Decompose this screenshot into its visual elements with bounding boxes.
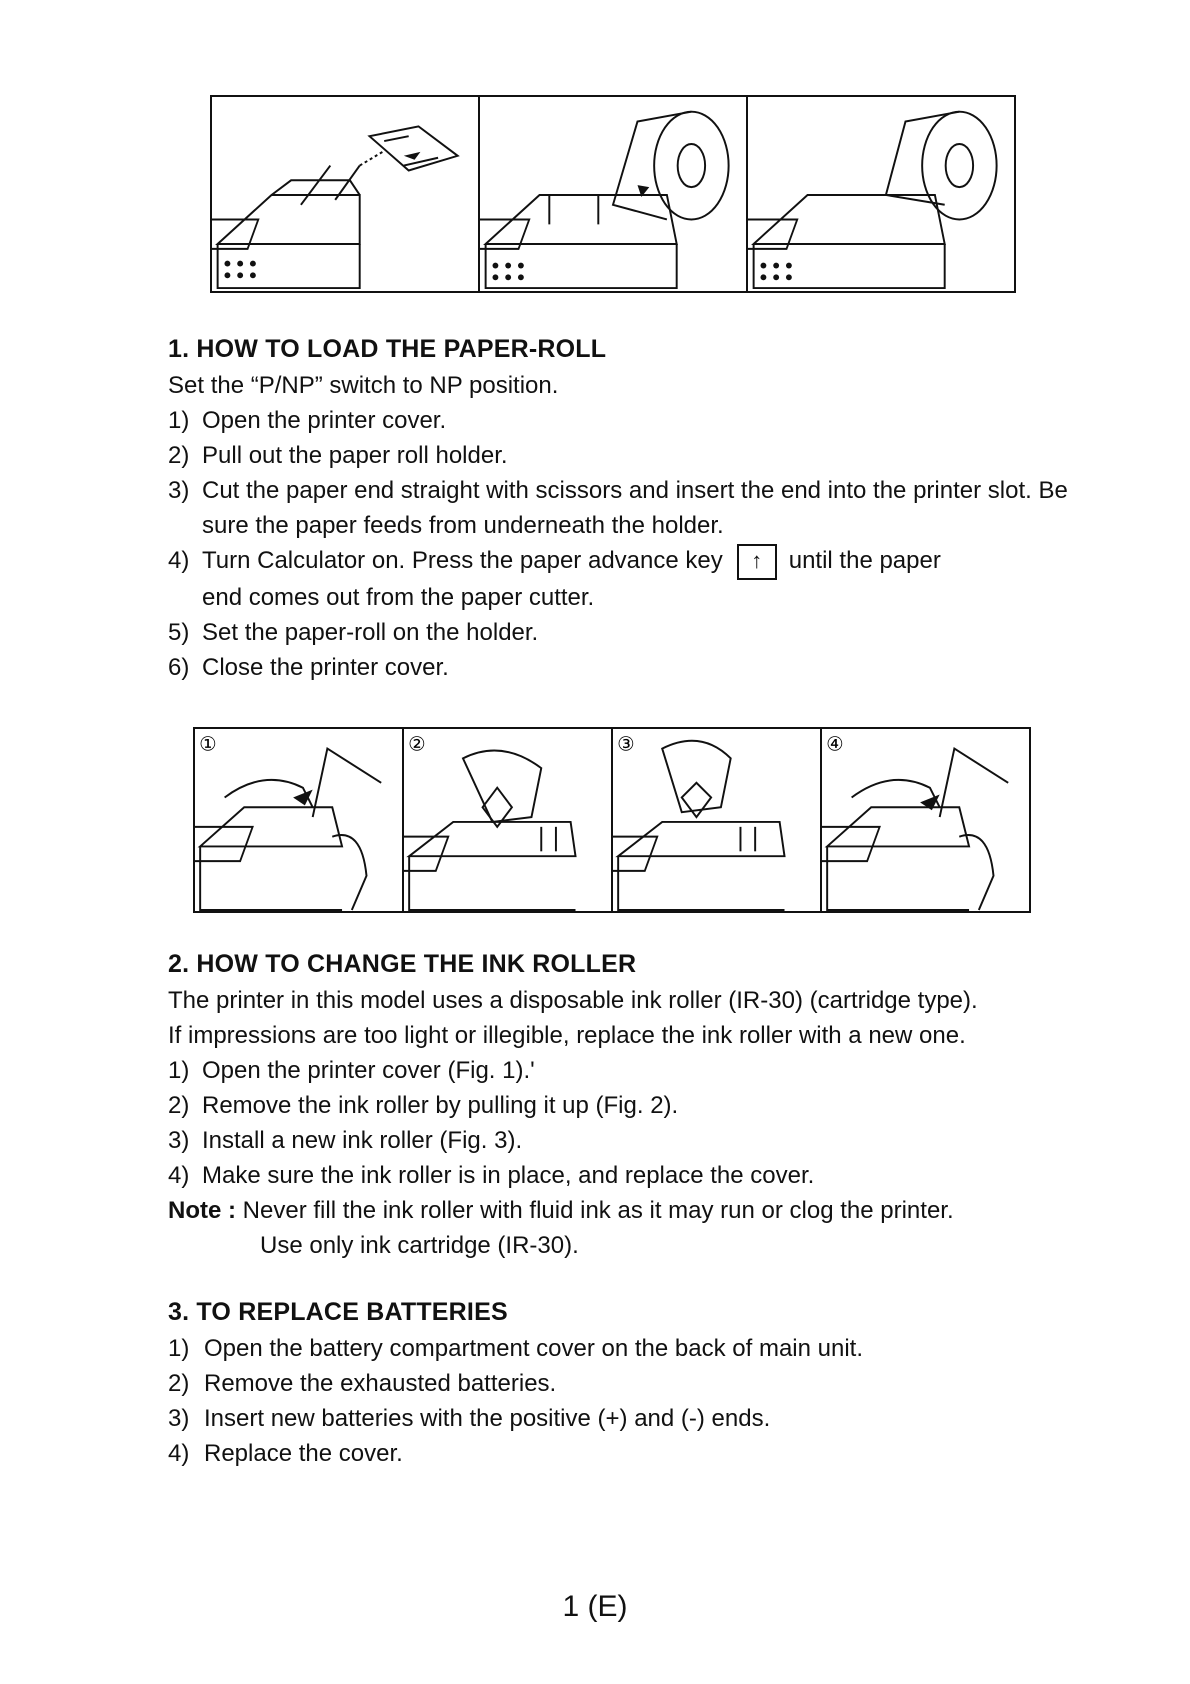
step-text: Pull out the paper roll holder. (202, 442, 508, 469)
step-text: Open the printer cover. (202, 407, 447, 434)
close-printer-cover-illustration (822, 729, 1029, 911)
paper-roll-figure-3 (746, 95, 1016, 293)
step-number: 4) (168, 1440, 190, 1467)
step-text: Cut the paper end straight with scissors and insert the end into the printer slot. Be sure the paper feeds from underneath the holder. (202, 477, 1068, 539)
intro-text: Set the “P/NP” switch to NP position. (168, 372, 559, 399)
step-number: 2) (168, 1370, 190, 1397)
list-item (168, 1366, 1068, 1401)
list-item (168, 438, 1068, 473)
section-load-paper-roll (168, 335, 1068, 685)
step-number: 3) (168, 477, 190, 504)
section-heading: 2. HOW TO CHANGE THE INK ROLLER (168, 950, 637, 978)
intro-text: If impressions are too light or illegible, replace the ink roller with a new one. (168, 1022, 966, 1049)
step-number: 3) (168, 1405, 190, 1432)
paper-roll-figure-1 (210, 95, 480, 293)
list-item (168, 1401, 1068, 1436)
paper-roll-figure-row (210, 95, 1014, 293)
section-heading: 1. HOW TO LOAD THE PAPER-ROLL (168, 335, 607, 363)
list-item (168, 1436, 1068, 1471)
list-item (168, 1158, 1068, 1193)
step-text: Insert new batteries with the positive (+) and (-) ends. (204, 1405, 771, 1432)
ink-roller-figure-2 (402, 727, 613, 913)
list-item (168, 1088, 1068, 1123)
note-text-continued: Use only ink cartridge (IR-30). (260, 1232, 579, 1259)
list-item (168, 1053, 1068, 1088)
list-item (168, 615, 1068, 650)
paper-advance-key-icon: ↑ (737, 544, 777, 580)
figure-label: ① (199, 732, 217, 756)
open-printer-cover-illustration (195, 729, 402, 911)
note-text: Never fill the ink roller with fluid ink as it may run or clog the printer. (242, 1197, 954, 1224)
step-text (202, 543, 1068, 615)
step-text-after-key: until the paper (788, 547, 941, 574)
step-text: Remove the exhausted batteries. (204, 1370, 557, 1397)
figure-label: ④ (826, 732, 844, 756)
list-item (168, 650, 1068, 685)
calculator-open-cover-illustration (212, 97, 478, 291)
paper-roll-mounted-illustration (748, 97, 1014, 291)
step-number: 4) (168, 547, 190, 574)
step-text: Set the paper-roll on the holder. (202, 618, 539, 646)
list-item (168, 403, 1068, 438)
ink-roller-figure-1 (193, 727, 404, 913)
figure-label: ② (408, 732, 426, 756)
step-number: 6) (168, 653, 190, 681)
step-text: Install a new ink roller (Fig. 3). (202, 1127, 523, 1154)
step-text: Remove the ink roller by pulling it up (Fig. 2). (202, 1092, 679, 1119)
step-number: 1) (168, 1335, 190, 1362)
step-text: Close the printer cover. (202, 653, 449, 681)
step-number: 5) (168, 618, 190, 646)
section-change-ink-roller (168, 950, 1068, 1263)
remove-ink-roller-illustration (404, 729, 611, 911)
step-number: 1) (168, 407, 190, 434)
section-replace-batteries (168, 1298, 1068, 1471)
step-number: 2) (168, 442, 190, 469)
step-text-before-key: Turn Calculator on. Press the paper advance key (202, 547, 723, 574)
paper-roll-insert-illustration (480, 97, 746, 291)
step-text-continued: end comes out from the paper cutter. (202, 583, 595, 611)
page-number: 1 (E) (562, 1590, 628, 1623)
step-text: Replace the cover. (204, 1440, 403, 1467)
section-heading: 3. TO REPLACE BATTERIES (168, 1298, 508, 1326)
paper-roll-figure-2 (478, 95, 748, 293)
step-number: 2) (168, 1092, 190, 1119)
ink-roller-figure-4 (820, 727, 1031, 913)
step-number: 1) (168, 1057, 190, 1084)
step-number: 3) (168, 1127, 190, 1154)
intro-text: The printer in this model uses a disposable ink roller (IR-30) (cartridge type). (168, 987, 978, 1014)
step-number: 4) (168, 1162, 190, 1189)
list-item (168, 543, 1068, 615)
list-item (168, 473, 1068, 543)
note-label: Note : (168, 1197, 236, 1224)
step-text: Open the printer cover (Fig. 1).' (202, 1057, 535, 1084)
ink-roller-figure-3 (611, 727, 822, 913)
step-text: Make sure the ink roller is in place, and replace the cover. (202, 1162, 815, 1189)
step-text: Open the battery compartment cover on the back of main unit. (204, 1335, 864, 1362)
ink-roller-figure-row (193, 727, 1029, 913)
list-item (168, 1331, 1068, 1366)
note (168, 1193, 1068, 1228)
figure-label: ③ (617, 732, 635, 756)
list-item (168, 1123, 1068, 1158)
install-ink-roller-illustration (613, 729, 820, 911)
